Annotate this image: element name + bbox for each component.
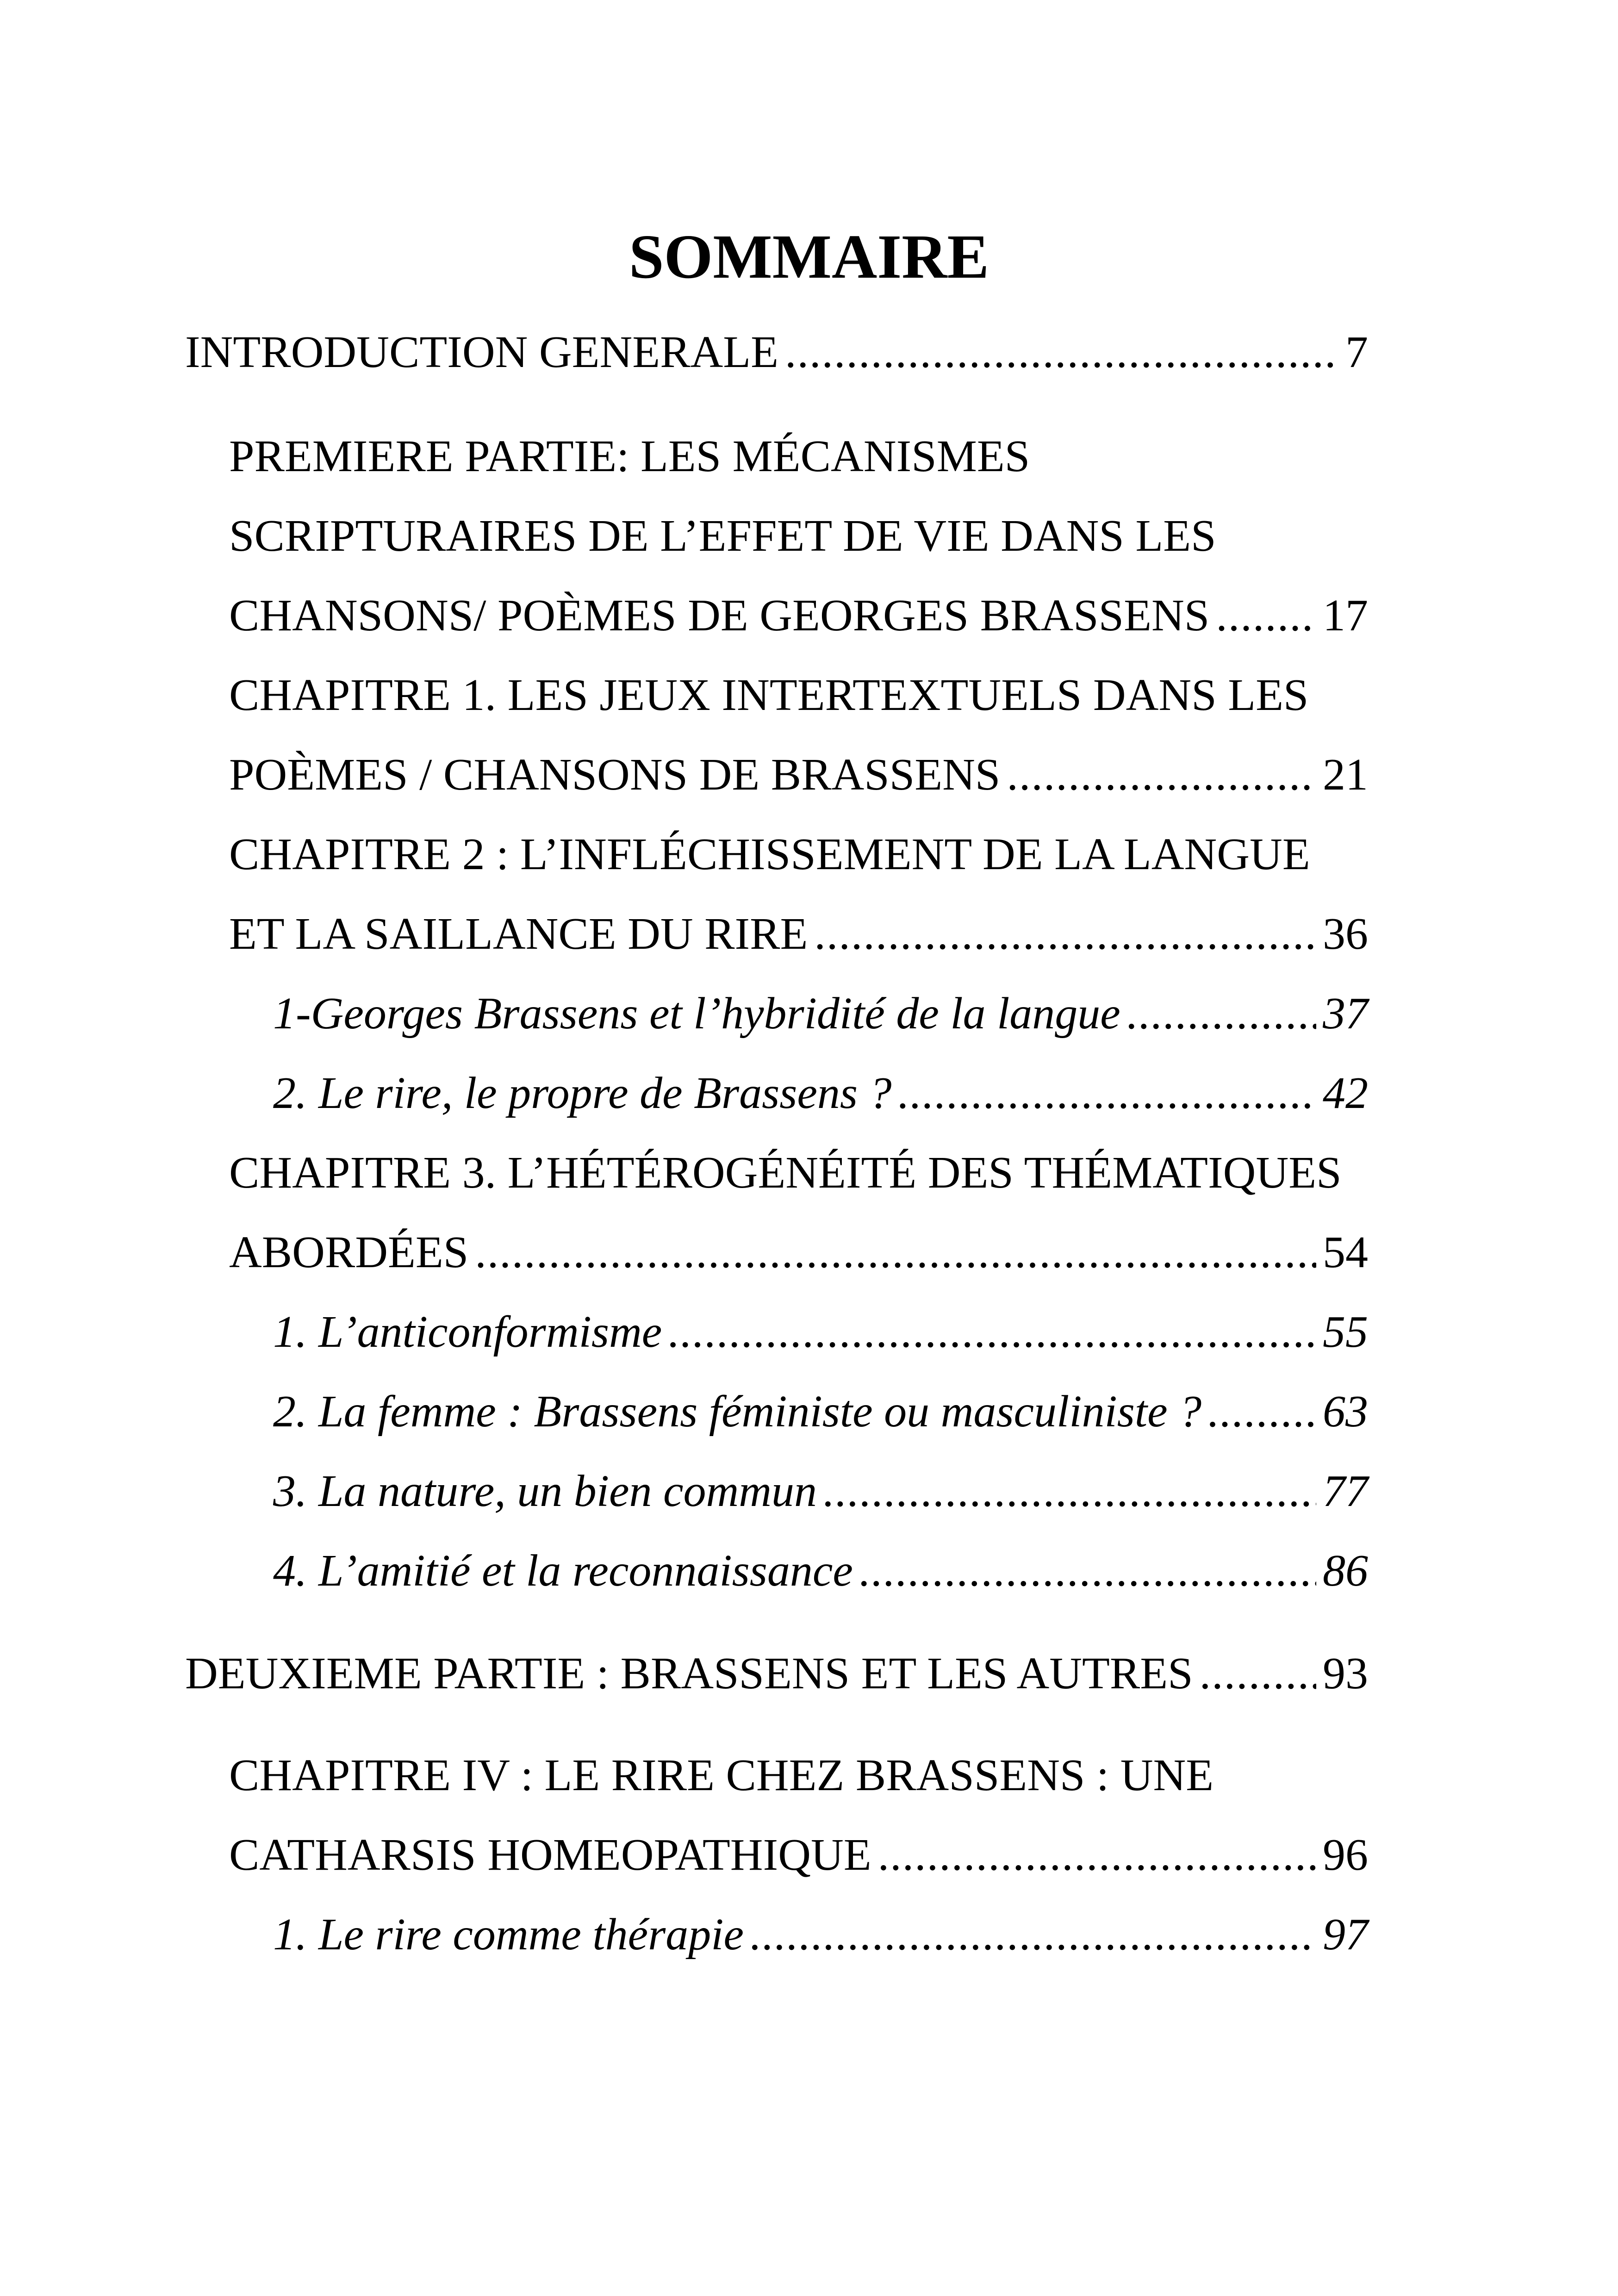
- dot-leader: [668, 1292, 1316, 1372]
- toc-page-number: 86: [1323, 1546, 1368, 1596]
- toc-page-number: 63: [1323, 1387, 1368, 1437]
- toc-line: [229, 496, 1368, 576]
- dot-leader: [1007, 735, 1316, 815]
- toc-entry-title: CHAPITRE 3. L’HÉTÉROGÉNÉITÉ DES THÉMATIQUES: [229, 1148, 1342, 1198]
- toc-page-number: 21: [1323, 750, 1368, 800]
- toc-entry-title: 4. L’amitié et la reconnaissance: [273, 1546, 853, 1596]
- toc-line: [273, 1451, 1368, 1531]
- toc-line: [185, 1634, 1368, 1713]
- toc-entry-section-rire[interactable]: [273, 1053, 1368, 1133]
- toc-page-number: 42: [1323, 1068, 1368, 1118]
- toc-page-number: 17: [1323, 591, 1368, 641]
- toc-page-number: 77: [1323, 1466, 1368, 1516]
- toc-page-number: 7: [1345, 327, 1368, 377]
- toc-line: [229, 894, 1368, 974]
- toc-entry-title: CHANSONS/ POÈMES DE GEORGES BRASSENS: [229, 591, 1210, 641]
- toc-line: [273, 1053, 1368, 1133]
- toc-line: [273, 974, 1368, 1053]
- toc-entry-title: 1. L’anticonformisme: [273, 1307, 662, 1357]
- dot-leader: [750, 1895, 1316, 1974]
- toc-page-number: 96: [1323, 1830, 1368, 1880]
- toc-line: [229, 735, 1368, 815]
- toc-entry-title: POÈMES / CHANSONS DE BRASSENS: [229, 750, 1001, 800]
- toc-entry-title: 1. Le rire comme thérapie: [273, 1910, 744, 1960]
- dot-leader: [859, 1531, 1316, 1611]
- toc-entry-title: CATHARSIS HOMEOPATHIQUE: [229, 1830, 871, 1880]
- toc-line: [229, 1815, 1368, 1895]
- toc-entry-title: CHAPITRE 2 : L’INFLÉCHISSEMENT DE LA LANGUE: [229, 829, 1310, 879]
- dot-leader: [1200, 1634, 1316, 1713]
- toc-entry-title: INTRODUCTION GENERALE: [185, 327, 778, 377]
- toc-entry-title: PREMIERE PARTIE: LES MÉCANISMES: [229, 431, 1030, 481]
- toc-entry-section-amitie[interactable]: [273, 1531, 1368, 1611]
- toc-line: [229, 1213, 1368, 1292]
- toc-entry-deuxieme-partie[interactable]: [185, 1634, 1368, 1713]
- toc-line: [185, 312, 1368, 392]
- toc-entry-introduction[interactable]: [185, 312, 1368, 392]
- toc-line: [229, 1133, 1368, 1213]
- toc-line: [273, 1895, 1368, 1974]
- toc-entry-title: 1-Georges Brassens et l’hybridité de la langue: [273, 989, 1120, 1039]
- toc-entry-title: 2. Le rire, le propre de Brassens ?: [273, 1068, 892, 1118]
- page-title: SOMMAIRE: [629, 222, 989, 292]
- toc-entry-title: ABORDÉES: [229, 1227, 469, 1277]
- toc-entry-chapitre-2[interactable]: [229, 815, 1368, 974]
- dot-leader: [475, 1213, 1316, 1292]
- dot-leader: [898, 1053, 1317, 1133]
- toc-entry-section-femme[interactable]: [273, 1372, 1368, 1451]
- dot-leader: [1208, 1372, 1316, 1451]
- dot-leader: [1127, 974, 1316, 1053]
- toc-entry-title: 2. La femme : Brassens féministe ou masculiniste ?: [273, 1387, 1202, 1437]
- toc-page-number: 55: [1323, 1307, 1368, 1357]
- toc-entry-title: CHAPITRE IV : LE RIRE CHEZ BRASSENS : UNE: [229, 1750, 1214, 1800]
- toc-entry-title: CHAPITRE 1. LES JEUX INTERTEXTUELS DANS LES: [229, 670, 1309, 720]
- dot-leader: [785, 312, 1339, 392]
- toc-page-number: 37: [1323, 989, 1368, 1039]
- dot-leader: [823, 1451, 1316, 1531]
- toc-entry-section-anticonformisme[interactable]: [273, 1292, 1368, 1372]
- toc-line: [229, 815, 1368, 894]
- dot-leader: [878, 1815, 1316, 1895]
- toc-page-number: 97: [1323, 1910, 1368, 1960]
- toc-entry-premiere-partie[interactable]: [229, 417, 1368, 655]
- toc-entry-title: 3. La nature, un bien commun: [273, 1466, 817, 1516]
- toc-entry-section-hybridite[interactable]: [273, 974, 1368, 1053]
- toc-page-number: 36: [1323, 909, 1368, 959]
- toc-page-number: 54: [1323, 1227, 1368, 1277]
- toc-entry-chapitre-3[interactable]: [229, 1133, 1368, 1292]
- toc-line: [273, 1292, 1368, 1372]
- toc-line: [229, 417, 1368, 496]
- toc-line: [273, 1372, 1368, 1451]
- toc-page-number: 93: [1323, 1649, 1368, 1699]
- toc-entry-section-therapie[interactable]: [273, 1895, 1368, 1974]
- toc-line: [229, 576, 1368, 655]
- toc-entry-chapitre-4[interactable]: [229, 1736, 1368, 1895]
- toc-line: [229, 655, 1368, 735]
- toc-entry-section-nature[interactable]: [273, 1451, 1368, 1531]
- toc-line: [229, 1736, 1368, 1815]
- toc-entry-chapitre-1[interactable]: [229, 655, 1368, 815]
- dot-leader: [814, 894, 1316, 974]
- toc-entry-title: SCRIPTURAIRES DE L’EFFET DE VIE DANS LES: [229, 511, 1216, 561]
- toc-entry-title: DEUXIEME PARTIE : BRASSENS ET LES AUTRES: [185, 1649, 1193, 1699]
- toc-line: [273, 1531, 1368, 1611]
- toc-entry-title: ET LA SAILLANCE DU RIRE: [229, 909, 808, 959]
- dot-leader: [1216, 576, 1316, 655]
